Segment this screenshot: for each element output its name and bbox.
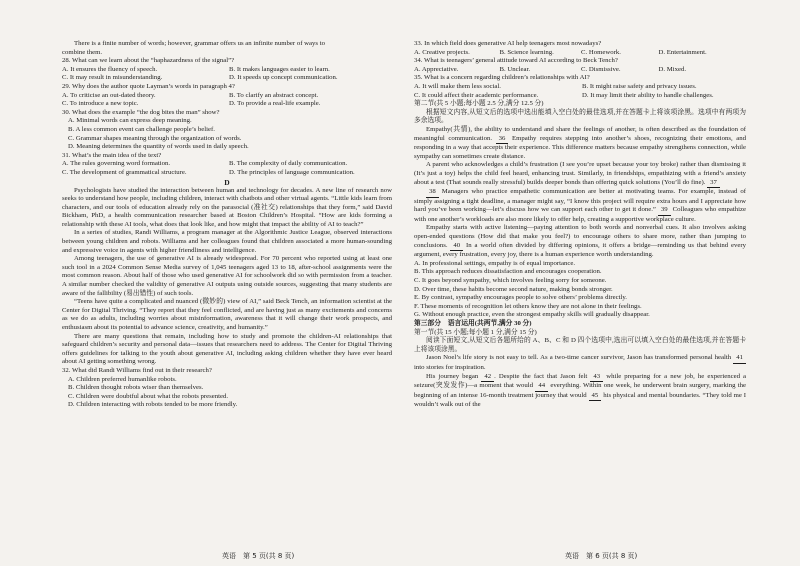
question-stem: 34. What is teenagers’ general attitude toward AI according to Beck Tench?: [414, 57, 618, 65]
passage-paragraph: Psychologists have studied the interaction between human and technology for decades. A new line of research now seeks to understand how people, including children, interact with chatbots and other virtual agents. “Little kids learn from characters, and our tools of education already rely on the parasocial (准社交) relationships that they form,” said David Bickham, PhD, a health communication researcher based at Boston Children’s Hospital. “How are kids forming a relationship with these AI tools, what does that look like, and how might that impact the ability of AI to teach?”: [62, 186, 392, 228]
blank-40: 40: [450, 242, 463, 252]
answer-option: B. To clarify an abstract concept.: [229, 91, 319, 99]
question-stem: 35. What is a concern regarding children’s relationships with AI?: [414, 74, 590, 82]
question-stem: 33. In which field does generative AI help teenagers most nowadays?: [414, 40, 602, 47]
answer-option: C. To introduce a new topic.: [62, 100, 139, 108]
question-30: [62, 109, 392, 152]
answer-option: B. A less common event can challenge people’s belief.: [68, 125, 215, 133]
right-page-column: [414, 40, 746, 410]
answer-option: B. It makes languages easier to learn.: [229, 65, 330, 73]
paragraph-text: Empathy(共情), the ability to understand and share the feelings of another, is often described as the foundation of meaningful communication.: [414, 125, 746, 142]
answer-option: B. The complexity of daily communication.: [229, 160, 348, 168]
blank-39: 39: [658, 206, 671, 216]
choice-option: F. These moments of recognition let others know they are not alone in their feelings.: [414, 302, 642, 310]
choice-option: E. By contrast, sympathy encourages people to solve others’ problems directly.: [414, 294, 627, 302]
question-35: [414, 74, 746, 100]
blank-37: 37: [707, 179, 720, 189]
answer-option: C. The development of grammatical structure.: [62, 168, 187, 176]
intro-line: There is a finite number of words; however, grammar offers us an infinite number of ways to: [74, 40, 325, 47]
answer-option: D. Meaning determines the quantity of words used in daily speech.: [68, 143, 249, 151]
answer-option: B. Unclear.: [499, 65, 531, 73]
passage-paragraph: [414, 161, 746, 188]
answer-option: D. It may limit their ability to handle challenges.: [582, 91, 714, 99]
paragraph-text: Managers who practice empathetic communication are better at motivating teams. For example, instead of simply assigning a tight deadline, a manager might say, “I know this project will require extra hours and I appreciate how hard you’ve been working—let’s discuss how we can support each other to get it done.”: [414, 188, 746, 214]
section-instructions: 根据短文内容,从短文后的选项中选出能填入空白处的最佳选项,并在答题卡上将该项涂黑。选项中有两项为多余选项。: [414, 108, 746, 125]
page-footer-left: 英语 第 5 页(共 8 页): [222, 552, 295, 560]
choice-option: B. This approach reduces dissatisfaction and encourages cooperation.: [414, 268, 602, 276]
answer-option: B. Science learning.: [499, 48, 554, 56]
answer-option: C. It could affect their academic performance.: [414, 91, 539, 99]
cloze-paragraph: [414, 373, 746, 410]
answer-option: C. Children were doubtful about what the robots presented.: [68, 392, 229, 400]
passage-paragraph: In a series of studies, Randi Williams, a program manager at the Algorithmic Justice League, observed interactions between young children and robots. Williams and her colleagues found that children associated a more human-sounding and expressive voice in agents with higher friendliness and intelligence.: [62, 229, 392, 254]
answer-option: C. It may result in misunderstanding.: [62, 74, 163, 82]
answer-option: A. Appreciative.: [414, 65, 459, 73]
blank-41: 41: [733, 354, 746, 364]
paragraph-text: His journey began: [426, 372, 479, 380]
question-stem: 30. What does the example “the dog bites the man” show?: [62, 108, 220, 116]
section-heading: 第二节(共 5 小题;每小题 2.5 分,满分 12.5 分): [414, 100, 544, 108]
choice-option: G. Without enough practice, even the strongest empathy skills will gradually disappear.: [414, 311, 650, 319]
answer-option: D. To provide a real-life example.: [229, 100, 321, 108]
question-32: [62, 367, 392, 410]
passage-paragraph: There are many questions that remain, including how to study and promote the children-AI relationships that safeguard children’s security and personal data—issues that researchers need to address. The Center for Digital Thriving offers guidelines for talking to the youth about generative AI, including asking children whether they have ever heard about AI getting something wrong.: [62, 332, 392, 366]
choice-option: A. In professional settings, empathy is of equal importance.: [414, 259, 576, 267]
question-31: [62, 152, 392, 178]
section-heading: 第一节(共 15 小题;每小题 1 分,满分 15 分): [414, 328, 537, 336]
question-33: [414, 40, 746, 57]
blank-36: 36: [496, 135, 509, 145]
paragraph-text: . Despite the fact that Jason felt: [494, 372, 588, 380]
page-footer-right: 英语 第 6 页(共 8 页): [565, 552, 638, 560]
answer-option: D. Mixed.: [658, 65, 687, 73]
question-34: [414, 57, 746, 74]
choice-option: D. Over time, these habits become second nature, making bonds stronger.: [414, 285, 613, 293]
blank-38: 38: [426, 188, 439, 198]
paragraph-text: into stories for inspiration.: [414, 363, 486, 371]
answer-option: C. Grammar shapes meaning through the organization of words.: [68, 134, 242, 142]
question-29: [62, 83, 392, 109]
choice-list: [414, 260, 746, 320]
paragraph-text: A parent who acknowledges a child’s frustration (I see you’re upset because your toy broke) rather than dismissing it (It’s just a toy) helps the child feel heard, enhancing trust. Similarly, in friendships, empathizing with a friend’s anxiety about a test (That sounds really stressful) builds deeper bonds than offering quick solutions (You’ll do fine).: [414, 161, 746, 186]
part-heading: 第三部分 语言运用(共两节,满分 30 分): [414, 320, 532, 327]
question-stem: 32. What did Randi Williams find out in their research?: [62, 366, 212, 374]
blank-45: 45: [589, 392, 602, 402]
paragraph-text: Colleagues who empathize with one another’s workloads are also more likely to offer help, creating a supportive workplace culture.: [414, 206, 747, 223]
paragraph-text: Jason Noel’s life story is not easy to tell. As a two-time cancer survivor, Jason has transformed personal health: [426, 354, 732, 362]
answer-option: B. Children thought robots wiser than themselves.: [68, 384, 204, 392]
passage-paragraph: [414, 126, 746, 161]
section-instructions: 阅读下面短文,从短文后各题所给的 A、B、C 和 D 四个选项中,选出可以填入空白处的最佳选项,并在答题卡上将该项涂黑。: [414, 337, 746, 353]
answer-option: D. Children interacting with robots tended to be more friendly.: [68, 401, 238, 409]
answer-option: A. Children preferred humanlike robots.: [68, 375, 177, 383]
passage-paragraph: “Teens have quite a complicated and nuanced (微妙的) view of AI,” said Beck Tench, an information scientist at the Center for Digital Thriving. “They report that they feel conflicted, and are having just as many excitements and concerns as we do as adults, including worries about misinformation, awareness that it will change their work prospects, and enthusiasm about its potential to advance science, creativity, and humanity.”: [62, 298, 392, 331]
paragraph-text: while preparing for a new job, he experienced a seizure(突发发作)—a moment that would: [414, 372, 747, 390]
paragraph-text: In a world often divided by differing opinions, it offers a bridge—reminding us that behind every argument, every frustration, every joy, there is a human experience worth understanding.: [414, 241, 747, 259]
passage-paragraph: [414, 188, 746, 224]
paragraph-text: Empathy starts with active listening—paying attention to both words and nonverbal cues. It also involves asking open-ended questions (How did that make you feel?) to encourage others to share more, rather than jumping to conclusions.: [414, 224, 746, 249]
question-stem: 31. What’s the main idea of the text?: [62, 151, 162, 159]
paragraph-text: everything. Within one week, he underwent brain surgery, marking the beginning of an intense 16-month treatment journey that would: [414, 382, 747, 399]
intro-line: combine them.: [62, 48, 103, 56]
passage-paragraph: [414, 224, 746, 259]
answer-option: B. It might raise safety and privacy issues.: [582, 82, 697, 90]
answer-option: A. Minimal words can express deep meaning.: [68, 117, 192, 125]
choice-option: C. It goes beyond sympathy, which involves feeling sorry for someone.: [414, 277, 607, 285]
answer-option: C. Dismissive.: [581, 65, 621, 73]
blank-44: 44: [535, 382, 548, 392]
paragraph-text: his physical and mental boundaries. “They told me I wouldn’t walk out of the: [414, 391, 747, 409]
cloze-paragraph: [414, 354, 746, 372]
question-stem: 28. What can we learn about the “haphazardness of the signal”?: [62, 57, 235, 65]
answer-option: D. The principles of language communication.: [229, 168, 355, 176]
answer-option: D. Entertainment.: [658, 48, 707, 56]
blank-43: 43: [590, 373, 603, 383]
answer-option: A. The rules governing word formation.: [62, 160, 171, 168]
answer-option: A. Creative projects.: [414, 48, 470, 56]
answer-option: A. It will make them less social.: [414, 82, 501, 90]
passage-paragraph: Among teenagers, the use of generative AI is already widespread. For 70 percent who reported using at least one such tool in a 2024 Common Sense Media survey of 1,045 teenagers aged 13 to 18, after-school assignments were the most common reason. About half of those who used generative AI for schoolwork did so with permission from a teacher. A similar number checked the validity of generative AI outputs using outside sources, suggesting that many students are aware of the fallibility (易出错性) of such tools.: [62, 255, 392, 297]
answer-option: A. To criticise an out-dated theory.: [62, 91, 156, 99]
left-page-column: [62, 40, 392, 410]
passage-letter: D: [224, 177, 230, 187]
answer-option: C. Homework.: [581, 48, 621, 56]
paragraph-text: Empathy requires stepping into another’s shoes, recognizing their emotions, and responding in a way that accepts their experience. This difference matters because empathy strengthens connection, while sympathy can sometimes create distance.: [414, 134, 747, 160]
question-28: [62, 57, 392, 83]
blank-42: 42: [481, 373, 494, 383]
question-stem: 29. Why does the author quote Layman’s words in paragraph 4?: [62, 82, 235, 90]
answer-option: A. It ensures the fluency of speech.: [62, 65, 158, 73]
answer-option: D. It speeds up concept communication.: [229, 74, 338, 82]
